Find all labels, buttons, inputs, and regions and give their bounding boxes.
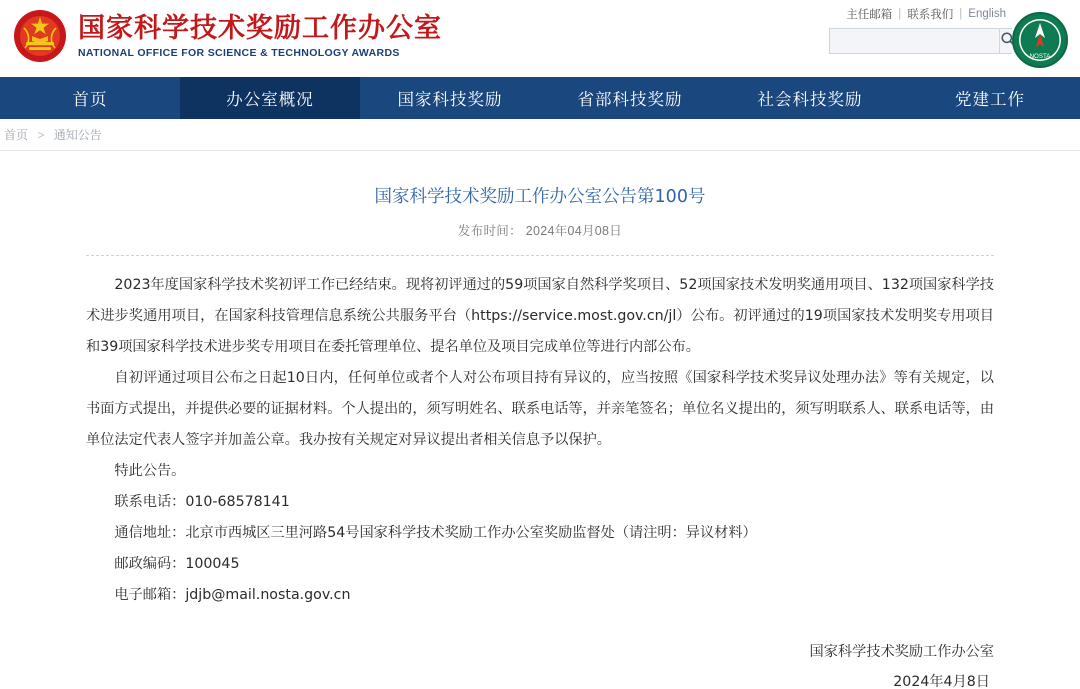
signature-org: 国家科学技术奖励工作办公室: [809, 644, 994, 660]
svg-text:NOSTA: NOSTA: [1029, 53, 1051, 60]
breadcrumb-current[interactable]: 通知公告: [53, 128, 102, 142]
publish-meta: [86, 221, 994, 239]
nav-item-national-awards[interactable]: 国家科技奖励: [397, 90, 503, 109]
signature-block: [86, 637, 994, 689]
signature-date: 2024年4月8日: [893, 674, 990, 689]
top-link-mailbox[interactable]: 主任邮箱: [846, 9, 893, 21]
publish-label: 发布时间：: [457, 224, 522, 238]
nav-item-office-overview[interactable]: 办公室概况: [180, 77, 360, 119]
brand-text: [78, 13, 442, 59]
brand-title-en: NATIONAL OFFICE FOR SCIENCE & TECHNOLOGY AWARDS: [78, 47, 400, 60]
article: [0, 183, 1080, 689]
top-links: [840, 6, 1012, 22]
article-body: [86, 270, 994, 611]
top-link-separator-2: |: [959, 8, 963, 20]
site-header: [0, 0, 1080, 77]
nav-item-home[interactable]: 首页: [72, 90, 108, 109]
breadcrumb-home[interactable]: 首页: [4, 128, 29, 142]
nosta-logo-icon[interactable]: [1012, 12, 1068, 68]
breadcrumb: [0, 119, 1080, 151]
top-link-contact[interactable]: 联系我们: [907, 9, 954, 21]
search-box[interactable]: [829, 28, 1012, 54]
national-emblem-icon: [12, 8, 68, 64]
search-input[interactable]: [830, 29, 999, 53]
nav-item-provincial-awards[interactable]: 省部科技奖励: [577, 90, 683, 109]
contact-phone: 联系电话：010-68578141: [114, 494, 290, 510]
contact-address: 通信地址：北京市西城区三里河路54号国家科学技术奖励工作办公室奖励监督处（请注明：异议材料）: [114, 525, 757, 541]
brand-title-cn: 国家科学技术奖励工作办公室: [78, 12, 442, 44]
article-paragraph-2: 自初评通过项目公布之日起10日内，任何单位或者个人对公布项目持有异议的，应当按照《国家科学技术奖异议处理办法》等有关规定，以书面方式提出，并提供必要的证据材料。个人提出的，须写明姓名、联系电话等，并亲笔签名；单位名义提出的，须写明联系人、联系电话等，由单位法定代表人签字并加盖公章。我办按有关规定对异议提出者相关信息予以保护。: [86, 370, 995, 448]
top-link-english[interactable]: English: [968, 8, 1006, 20]
breadcrumb-arrow: >: [37, 128, 45, 142]
breadcrumb-inner: [4, 126, 102, 143]
top-link-separator-1: |: [898, 8, 902, 20]
article-paragraph-3: 特此公告。: [114, 463, 186, 479]
publish-date: 2024年04月08日: [525, 224, 623, 238]
article-paragraph-1: 2023年度国家科学技术奖初评工作已经结束。现将初评通过的59项国家自然科学奖项目、52项国家技术发明奖通用项目、132项国家科学技术进步奖通用项目，在国家科技管理信息系统公共服务平台（https://service.most.gov.cn/jl）公布。初评通过的19项国家技术发明奖专用项目和39项国家科学技术进步奖专用项目在委托管理单位、提名单位及项目完成单位等进行内部公布。: [86, 277, 994, 355]
contact-email: 电子邮箱：jdjb@mail.nosta.gov.cn: [114, 587, 351, 603]
nav-item-party-work[interactable]: 党建工作: [955, 90, 1025, 109]
page-title: 国家科学技术奖励工作办公室公告第100号: [374, 187, 706, 207]
contact-postcode: 邮政编码：100045: [114, 556, 240, 572]
main-nav: [0, 77, 1080, 119]
divider: [86, 255, 994, 256]
nav-item-social-awards[interactable]: 社会科技奖励: [757, 90, 863, 109]
site-brand[interactable]: [12, 8, 442, 64]
header-right: [778, 6, 1068, 60]
